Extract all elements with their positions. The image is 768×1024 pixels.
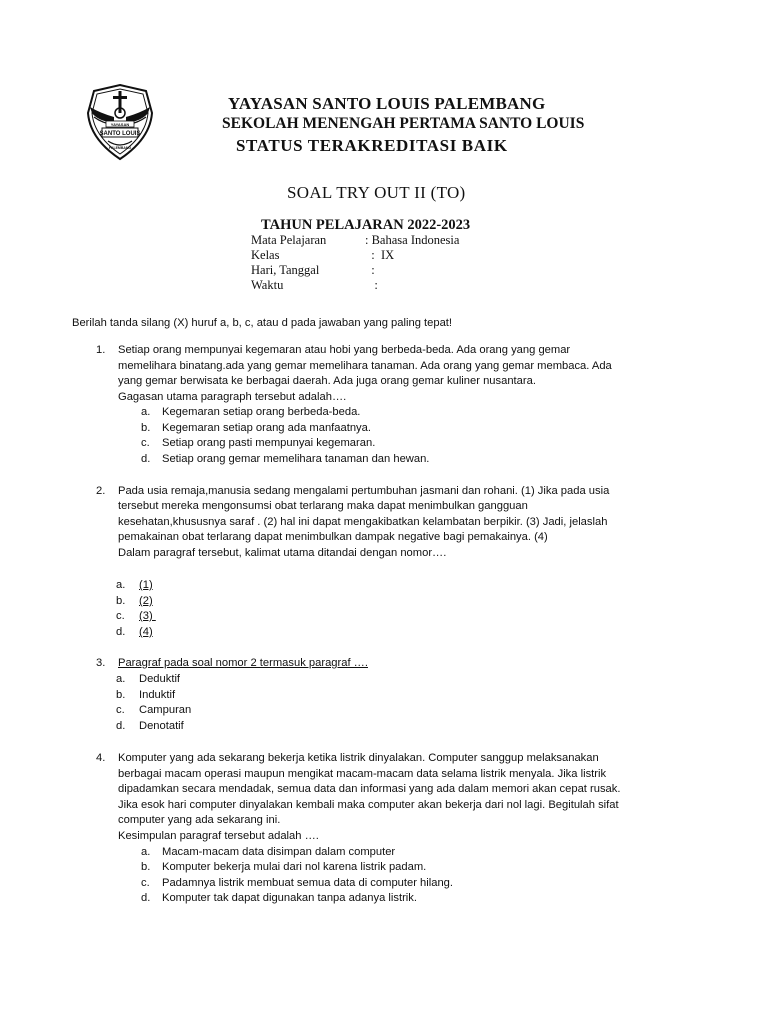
option-text: (4) — [139, 626, 153, 638]
option-letter: d. — [141, 892, 151, 904]
option-text: (1) — [139, 579, 153, 591]
option-letter: b. — [141, 422, 151, 434]
school-logo-icon — [84, 83, 156, 161]
option-text: Induktif — [139, 689, 176, 701]
option-letter: c. — [116, 704, 125, 716]
option-text: Kegemaran setiap orang berbeda-beda. — [162, 406, 361, 418]
school-name: SEKOLAH MENENGAH PERTAMA SANTO LOUIS — [222, 115, 585, 132]
question-text: Pada usia remaja,manusia sedang mengalami pertumbuhan jasmani dan rohani. (1) Jika pada usia — [118, 485, 610, 497]
option-text: Padamnya listrik membuat semua data di computer hilang. — [162, 877, 454, 889]
option-letter: d. — [141, 453, 151, 465]
question-text: dipadamkan secara mendadak, semua data dan informasi yang ada dalam memori akan cepat rusak. — [118, 783, 621, 795]
accreditation-status: STATUS TERAKREDITASI BAIK — [236, 136, 508, 155]
info-value: : Bahasa Indonesia — [365, 233, 460, 247]
option-letter: d. — [116, 720, 126, 732]
question-text: Setiap orang mempunyai kegemaran atau hobi yang berbeda-beda. Ada orang yang gemar — [118, 344, 571, 356]
question-text: computer yang ada sekarang ini. — [118, 814, 281, 826]
question-text: kesehatan,khususnya saraf . (2) hal ini dapat mengakibatkan kelambatan berpikir. (3) Jadi, jelaslah — [118, 516, 608, 528]
info-value: : IX — [365, 248, 395, 262]
svg-text:PALEMBANG: PALEMBANG — [108, 146, 132, 150]
question-prompt: Kesimpulan paragraf tersebut adalah …. — [118, 830, 319, 842]
option-letter: a. — [116, 579, 126, 591]
info-value: : — [365, 278, 378, 292]
question-text: Komputer yang ada sekarang bekerja ketika listrik dinyalakan. Computer sanggup melaksanakan — [118, 752, 599, 764]
option-text: Komputer tak dapat digunakan tanpa adanya listrik. — [162, 892, 417, 904]
option-text: Denotatif — [139, 720, 184, 732]
question-text: memelihara binatang.ada yang gemar memelihara tanaman. Ada orang yang gemar membaca. Ada — [118, 360, 612, 372]
option-letter: b. — [116, 689, 126, 701]
option-text: Kegemaran setiap orang ada manfaatnya. — [162, 422, 371, 434]
foundation-name: YAYASAN SANTO LOUIS PALEMBANG — [228, 94, 546, 113]
academic-year: TAHUN PELAJARAN 2022-2023 — [261, 217, 471, 233]
question-prompt: Gagasan utama paragraph tersebut adalah…. — [118, 391, 347, 403]
option-letter: a. — [141, 846, 151, 858]
option-text: Deduktif — [139, 673, 181, 685]
question-number: 4. — [96, 752, 106, 764]
option-letter: a. — [141, 406, 151, 418]
info-row-subject — [251, 233, 459, 248]
option-letter: c. — [116, 610, 125, 622]
question-text: pemakainan obat terlarang dapat menimbulkan dampak negative bagi pemakainya. (4) — [118, 531, 548, 543]
question-text: berbagai macam operasi maupun mengikat macam-macam data selama listrik menyala. Jika listrik — [118, 768, 607, 780]
info-row-date — [251, 263, 459, 278]
option-letter: a. — [116, 673, 126, 685]
option-text: (2) — [139, 595, 153, 607]
option-text: (3) — [139, 610, 156, 622]
info-label: Hari, Tanggal — [251, 263, 320, 277]
question-prompt: Dalam paragraf tersebut, kalimat utama ditandai dengan nomor…. — [118, 547, 447, 559]
question-text: yang gemar berwisata ke berbagai daerah. Ada juga orang gemar kuliner nusantara. — [118, 375, 536, 387]
svg-text:YAYASAN: YAYASAN — [110, 122, 130, 127]
question-number: 3. — [96, 657, 106, 669]
question-text: Paragraf pada soal nomor 2 termasuk paragraf …. — [118, 657, 368, 669]
option-letter: c. — [141, 437, 150, 449]
option-text: Macam-macam data disimpan dalam computer — [162, 846, 396, 858]
question-text: Jika esok hari computer dinyalakan kembali maka computer akan bekerja dari nol lagi. Begitulah sifat — [118, 799, 619, 811]
option-letter: c. — [141, 877, 150, 889]
info-row-class — [251, 248, 459, 263]
question-number: 1. — [96, 344, 106, 356]
option-letter: d. — [116, 626, 126, 638]
exam-info — [251, 233, 459, 293]
option-text: Komputer bekerja mulai dari nol karena listrik padam. — [162, 861, 427, 873]
option-text: Setiap orang gemar memelihara tanaman dan hewan. — [162, 453, 430, 465]
option-text: Setiap orang pasti mempunyai kegemaran. — [162, 437, 376, 449]
option-text: Campuran — [139, 704, 192, 716]
option-letter: b. — [141, 861, 151, 873]
info-value: : — [365, 263, 375, 277]
info-label: Kelas — [251, 248, 280, 262]
page-title: SOAL TRY OUT II (TO) — [287, 183, 466, 202]
info-row-time — [251, 278, 459, 293]
question-text: tersebut mereka mengonsumsi obat terlarang maka dapat menimbulkan gangguan — [118, 500, 528, 512]
info-label: Waktu — [251, 278, 284, 292]
info-label: Mata Pelajaran — [251, 233, 327, 247]
question-number: 2. — [96, 485, 106, 497]
instruction: Berilah tanda silang (X) huruf a, b, c, atau d pada jawaban yang paling tepat! — [72, 317, 453, 329]
option-letter: b. — [116, 595, 126, 607]
svg-text:SANTO LOUIS: SANTO LOUIS — [99, 131, 141, 137]
